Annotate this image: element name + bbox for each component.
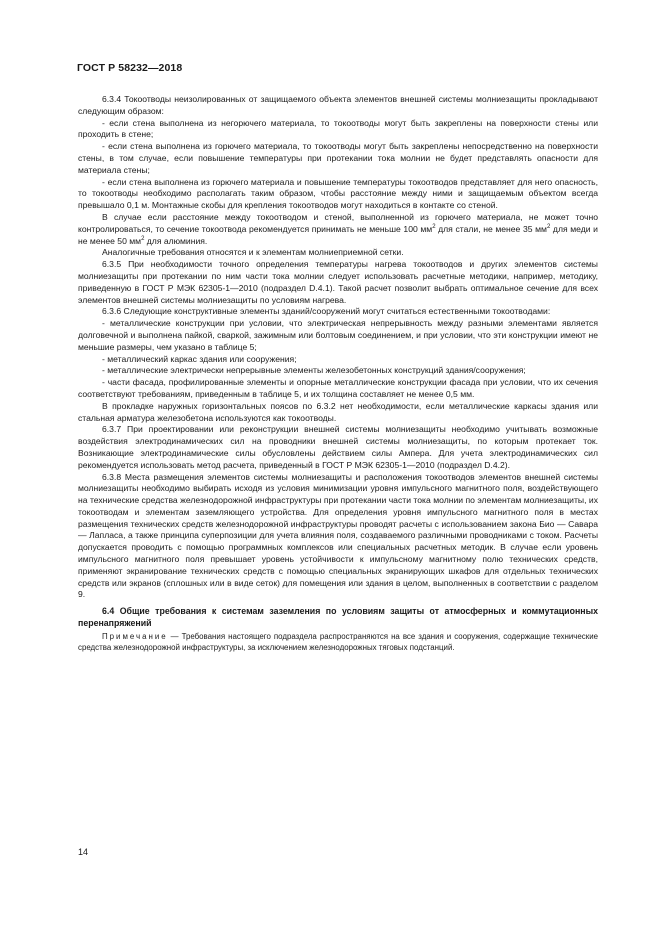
- paragraph: - если стена выполнена из горючего материала и повышение температуры токоотводов представляет для него опасность, то токоотводы необходимо располагать таким образом, чтобы расстояние между ними и защищаемым объектом всегда превышало 0,1 м. Монтажные скобы для крепления токоотводов могут находиться в контакте со стеной.: [78, 176, 598, 211]
- paragraph: 6.3.4 Токоотводы неизолированных от защищаемого объекта элементов внешней системы молниезащиты прокладывают следующим образом:: [78, 94, 598, 116]
- section-heading: 6.4 Общие требования к системам заземления по условиям защиты от атмосферных и коммутационных перенапряжений: [78, 606, 598, 629]
- paragraph: 6.3.8 Места размещения элементов системы молниезащиты и расположения токоотводов элементов внешней системы молниезащиты необходимо выбирать исходя из условия минимизации уровня импульсного магнитного поля, воздействующего на технические средства железнодорожной инфраструктуры при протекании части тока молнии по элементам молниезащиты, их токоотводам и элементам заземляющего устройства. Для определения уровня импульсного магнитного поля в местах размещения технических средств железнодорожной инфраструктуры проводят расчеты с использованием закона Био — Савара — Лапласа, а также принципа суперпозиции для учета влияния поля, создаваемого различными проводниками с током. Расчеты допускается проводить с помощью программных комплексов или специальных расчетных методик. В случае если уровень импульсного магнитного поля превышает уровень устойчивости к импульсному магнитному полю технических средств, применяют экранирование технических средств с помощью специальных экранирующих шкафов для отдельных технических средств или экранов (сплошных или в виде сеток) для помещения или здания в целом, выполненных в соответствии с разделом 9.: [78, 471, 598, 600]
- paragraph: - если стена выполнена из горючего материала, то токоотводы могут быть закреплены непосредственно на поверхности стены, в том случае, если повышение температуры при протекании тока молнии не будет представлять опасности для материала стены;: [78, 141, 598, 175]
- paragraph: - если стена выполнена из негорючего материала, то токоотводы могут быть закреплены на поверхности стены или проходить в стене;: [78, 117, 598, 140]
- paragraph: - металлические конструкции при условии, что электрическая непрерывность между разными элементами является долговечной и выполнена пайкой, сваркой, зажимным или болтовым соединением, и при условии, что эти конструкции имеют не меньшие размеры, чем указано в таблице 5;: [78, 318, 598, 352]
- paragraph: 6.3.6 Следующие конструктивные элементы зданий/сооружений могут считаться естественными токоотводами:: [102, 306, 551, 317]
- paragraph: Аналогичные требования относятся и к элементам молниеприемной сетки.: [102, 247, 404, 258]
- note-label: Примечание: [102, 632, 168, 642]
- paragraph: - металлический каркас здания или сооружения;: [102, 353, 297, 364]
- paragraph: 6.3.5 При необходимости точного определения температуры нагрева токоотводов и других элементов системы молниезащиты при протекании по ним части тока молнии следует использовать расчетные методики, например, методику, приведенную в ГОСТ Р МЭК 62305-1—2010 (подраздел D.4.1). Такой расчет позволит выбрать оптимальное сечение для всех элементов внешней системы молниезащиты по условиям нагрева.: [78, 259, 598, 305]
- paragraph: В прокладке наружных горизонтальных поясов по 6.3.2 нет необходимости, если металлические каркасы здания или стальная арматура железобетона используются как токоотводы.: [78, 400, 598, 423]
- page-number: 14: [78, 847, 89, 857]
- note-text: — Требования настоящего подраздела распространяются на все здания и сооружения, содержащие технические средства железнодорожной инфраструктуры, за исключением железнодорожных тяговых подстанций.: [78, 632, 598, 653]
- note: [78, 632, 598, 654]
- document-body: [78, 94, 598, 654]
- paragraph: 6.3.7 При проектировании или реконструкции внешней системы молниезащиты необходимо учитывать возможные воздействия электродинамических сил на проводники внешней системы молниезащиты, по которым протекает ток. Возникающие электродинамические силы обусловлены действием силы Ампера. Для учета электродинамических сил рекомендуется использовать метод расчета, приведенный в ГОСТ Р МЭК 62305-1—2010 (подраздел D.4.2).: [78, 424, 598, 470]
- document-header: ГОСТ Р 58232—2018: [77, 62, 183, 74]
- paragraph: - металлические электрически непрерывные элементы железобетонных конструкций здания/сооружения;: [102, 365, 526, 376]
- paragraph-distance: В случае если расстояние между токоотводом и стеной, выполненной из горючего материала, не может точно контролироваться, то сечение токоотвода рекомендуется принимать не меньше 100 $мм^2$ для стали, не менее 35 $мм^2$ для меди и не менее 50 $мм^2$ для алюминия.: [78, 211, 598, 246]
- paragraph: - части фасада, профилированные элементы и опорные металлические конструкции фасада при условии, что их сечения соответствуют требованиям, приведенным в таблице 5, и их толщина составляет не менее 0,5 мм.: [78, 377, 598, 399]
